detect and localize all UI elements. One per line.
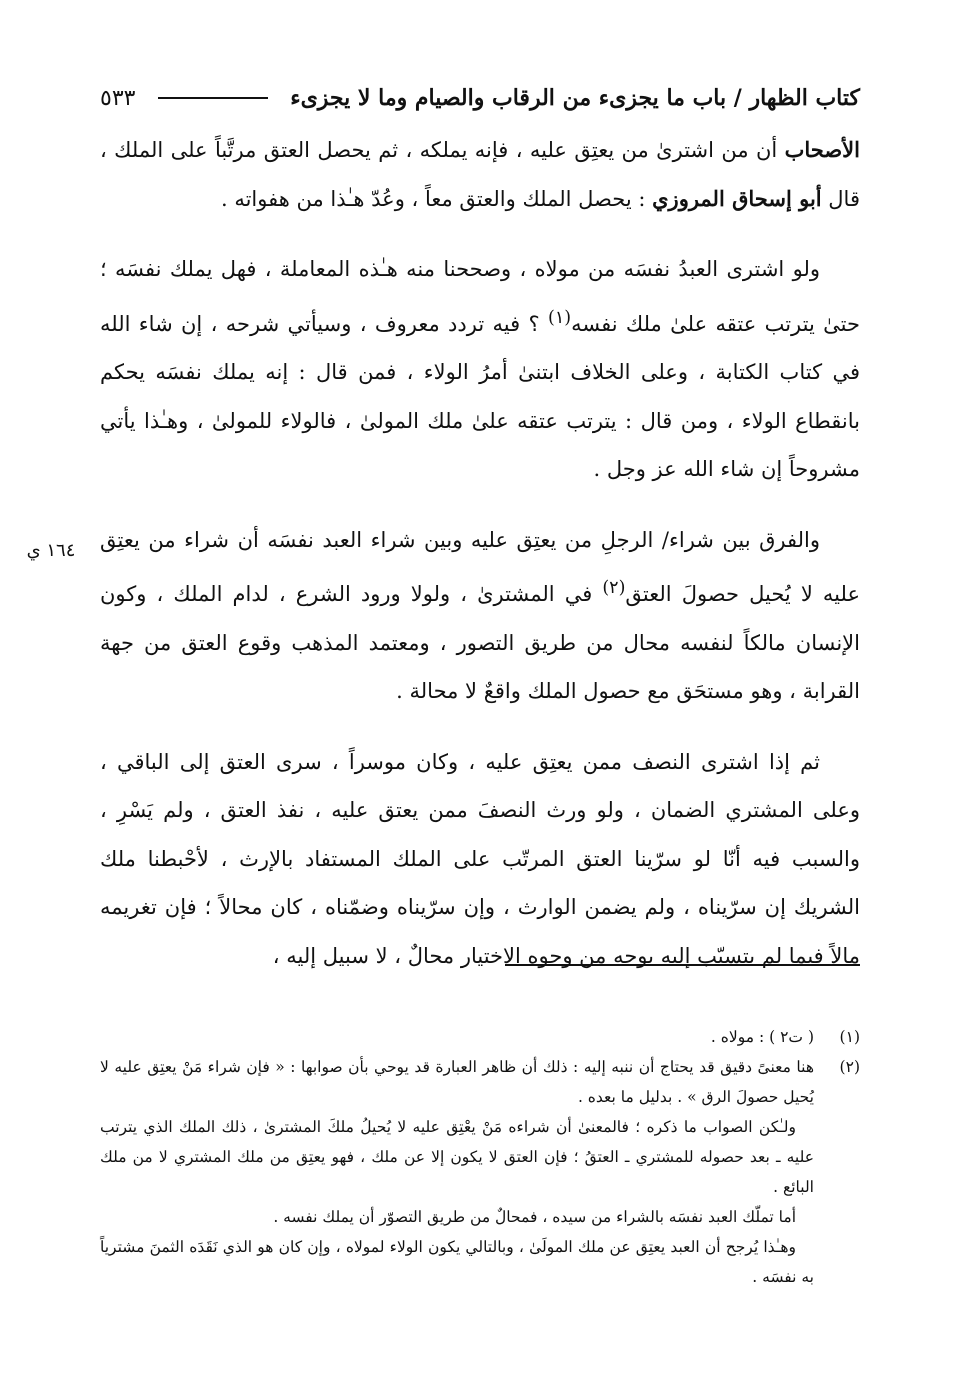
paragraph-4 — [100, 738, 860, 981]
text-run: في المشترىٰ ، ولولا ورود الشرع ، لدام الملك ، وكون الإنسان مالكاً لنفسه محال من طريق التصور ، ومعتمد المذهب وقوع العتق من جهة القرابة ، وهو مستحَق مع حصول الملك واقعٌ لا محالة . — [100, 582, 860, 703]
footnote-1 — [100, 1022, 860, 1052]
paragraph-3 — [100, 516, 860, 716]
text-run: أن من اشترىٰ من يعتِق عليه ، فإنه يملكه ، ثم يحصل العتق مرتَّباً على الملك ، قال — [100, 138, 860, 211]
header-title: كتاب الظهار / باب ما يجزىء من الرقاب والصيام وما لا يجزىء — [290, 85, 860, 111]
footnote-number: (٢) — [839, 1058, 860, 1076]
main-text — [100, 126, 860, 980]
footnote-2-continuation: أما تملّك العبد نفسَه بالشراء من سيده ، فمحالٌ من طريق التصوّر أن يملك نفسه . — [273, 1208, 796, 1226]
footnote-2-continuation: ولـٰكن الصواب ما ذكره ؛ فالمعنىٰ أن شراءه مَنْ يعْتِق عليه لا يُحيلُ ملكَ المشترىٰ ، ذلك الملك الذي يترتب عليه ـ بعد حصوله للمشتري ـ العتقُ ؛ فإن العتق لا يكون إلا عن ملك ، فهو يعتِق من ملك المشتري لا من ملك البائع . — [100, 1118, 814, 1196]
footnote-divider — [505, 964, 860, 966]
text-run: ؟ فيه تردد معروف ، وسيأتي شرحه ، إن شاء الله في كتاب الكتابة ، وعلى الخلاف ابتنىٰ أمرُ الولاء ، فمن قال : إنه يملك نفسَه يحكم بانقطاع الولاء ، ومن قال : يترتب عتقه علىٰ ملك المولىٰ ، فالولاء للمولىٰ ، وهـٰذا يأتي مشروحاً إن شاء الله عز وجل . — [100, 311, 860, 481]
paragraph-2 — [100, 245, 860, 494]
bold-term: الأصحاب — [784, 137, 860, 162]
footnote-text: هنا معنىً دقيق قد يحتاج أن ننبه إليه : ذلك أن ظاهر العبارة قد يوحي بأن صوابها : « فإن شراء مَنْ يعتِق عليه لا يُحيل حصولَ الرق » . بدليل ما بعده . — [100, 1058, 814, 1106]
text-run: ثم إذا اشترى النصف ممن يعتِق عليه ، وكان موسراً ، سرى العتق إلى الباقي ، وعلى المشتري الضمان ، ولو ورث النصفَ ممن يعتق عليه ، نفذ العتق ، ولم يَسْرِ ، والسبب فيه أنّا لو سرّينا العتق المرتّب على الملك المستفاد بالإرث ، لأحْبطنا ملك الشريك إن سرّيناه ، ولم يضمن الوارث ، وإن سرّيناه وضمّناه ، كان محالاً ؛ فإن تغريمه مالاً فيما لم يتسبّب إليه بوجه من وجوه الاختيار محالٌ ، لا سبيل إليه ، — [100, 749, 860, 968]
header-rule — [158, 97, 268, 99]
text-run: : يحصل الملك والعتق معاً ، وعُدّ هـٰذا من هفواته . — [220, 186, 653, 211]
text-run: والفرق بين شراء/ الرجلِ من يعتِق عليه وبين شراء العبد نفسَه أن شراء من يعتِق عليه لا يُحيل حصولَ العتق — [100, 527, 860, 606]
footnote-2 — [100, 1052, 860, 1112]
footnote-number: (١) — [839, 1028, 860, 1046]
paragraph-1 — [100, 126, 860, 223]
footnotes — [100, 1022, 860, 1292]
text-run: ولو اشترى العبدُ نفسَه من مولاه ، وصححنا منه هـٰذه المعاملة ، فهل يملك نفسَه ؛ حتىٰ يترتب عتقه علىٰ ملك نفسه — [100, 257, 860, 336]
footnote-text: ( ت٢ ) : مولاه . — [710, 1028, 814, 1046]
bold-name: أبو إسحاق المروزي — [652, 185, 822, 211]
footnote-2-continuation: وهـٰذا يُرجح أن العبد يعتِق عن ملك المولَىٰ ، وبالتالي يكون الولاء لمولاه ، وإن كان هو الذي نَقَدَه الثمنَ مشترياً به نفسَه . — [100, 1238, 814, 1286]
footnote-ref[interactable]: (١) — [548, 307, 572, 328]
footnote-ref[interactable]: (٢) — [602, 578, 626, 598]
margin-manuscript-ref: ١٦٤ ي — [26, 540, 76, 561]
running-header — [100, 80, 860, 116]
page-number: ٥٣٣ — [100, 85, 136, 111]
